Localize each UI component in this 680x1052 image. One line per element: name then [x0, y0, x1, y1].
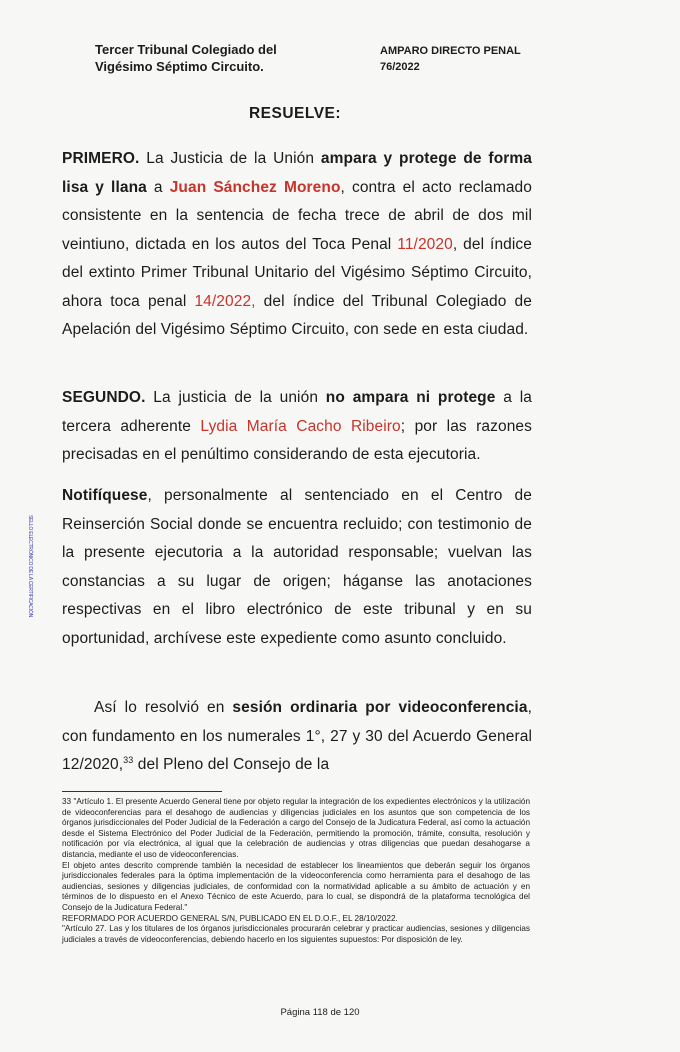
case-line-2: 76/2022: [380, 61, 420, 73]
case-header: [380, 43, 521, 75]
electronic-seal-stamp: [20, 515, 32, 625]
page-number: Página 118 de 120: [280, 1007, 360, 1018]
resuelve-heading: RESUELVE:: [248, 105, 342, 122]
p2-text-3: ; por las razones precisadas en el penúltimo considerando de esta ejecutoria.: [62, 417, 532, 463]
p2-text-2: a la tercera adherente: [62, 389, 532, 435]
p1-text-4: , del índice del extinto Primer Tribunal Unitario del Vigésimo Séptimo Circuito, ahora toca penal: [62, 235, 532, 310]
p1-bold-1: ampara y protege de forma lisa y llana: [62, 150, 532, 196]
p4-text-3: del Pleno del Consejo de la: [133, 756, 330, 773]
p1-text-5: del índice del Tribunal Colegiado de Apelación del Vigésimo Séptimo Circuito, con sede en esta ciudad.: [62, 292, 532, 338]
court-header: [95, 41, 277, 75]
court-line-2: Vigésimo Séptimo Circuito.: [95, 59, 264, 74]
p1-text-1: La Justicia de la Unión: [139, 150, 321, 167]
footnote-divider: [62, 791, 222, 792]
footnote-ref-33: 33: [123, 754, 134, 765]
paragraph-primero: [62, 145, 532, 345]
footnote-33: [62, 797, 530, 945]
third-party-name: Lydia María Cacho Ribeiro: [200, 417, 401, 435]
defendant-name: Juan Sánchez Moreno: [169, 178, 341, 196]
footnote-para-4: "Artículo 27. Las y los titulares de los órganos jurisdiccionales procurarán celebrar y practicar audiencias, sesiones y diligencias judiciales a través de videoconferencias, debiendo hacerlo en los siguientes supuestos: Por disposición de ley.: [62, 924, 530, 944]
paragraph-notifiquese: [62, 482, 532, 653]
footnote-para-3: REFORMADO POR ACUERDO GENERAL S/N, PUBLICADO EN EL D.O.F., EL 28/10/2022.: [62, 913, 398, 923]
p4-text-2: , con fundamento en los numerales 1°, 27 y 30 del Acuerdo General 12/2020,: [62, 699, 532, 773]
paragraph-segundo: [62, 384, 532, 470]
toca-ref-1: 11/2020: [397, 235, 453, 253]
p1-text-3: , contra el acto reclamado consistente en la sentencia de fecha trece de abril de dos mil veintiuno, dictada en los autos del Toca Penal: [62, 178, 532, 253]
case-line-1: AMPARO DIRECTO PENAL: [380, 45, 521, 57]
toca-ref-2: 14/2022,: [194, 292, 256, 310]
court-line-1: Tercer Tribunal Colegiado del: [95, 42, 277, 57]
primero-lead: PRIMERO.: [62, 150, 140, 167]
paragraph-asi-lo-resolvio: [62, 694, 532, 780]
p2-text-1: La justicia de la unión: [145, 389, 326, 406]
stamp-text: SELLO ELECTRÓNICO DE LA CERTIFICACIÓN: [27, 515, 33, 617]
p4-text-1: Así lo resolvió en: [94, 699, 233, 716]
p4-bold-1: sesión ordinaria por videoconferencia: [232, 699, 528, 716]
p3-text-1: , personalmente al sentenciado en el Centro de Reinserción Social donde se encuentra recluido; con testimonio de la presente ejecutoria a la autoridad responsable; vuelvan las constancias a su lugar de origen; háganse las anotaciones respectivas en el libro electrónico de este tribunal y en su oportunidad, archívese este expediente como asunto concluido.: [62, 487, 532, 647]
p2-bold-1: no ampara ni protege: [325, 389, 496, 406]
p1-text-2: a: [146, 178, 170, 196]
segundo-lead: SEGUNDO.: [62, 389, 146, 406]
footnote-para-2: El objeto antes descrito comprende también la necesidad de establecer los lineamientos que deberán seguir los órganos jurisdiccionales federales para la óptima implementación de la videoconferencia como herramienta para el desahogo de las audiencias, sesiones y diligencias judiciales, de conformidad con la normatividad aplicable a su ámbito de actuación y en términos de lo dispuesto en el Anexo Técnico de este Acuerdo, para lo cual, se dispondrá de la plataforma tecnológica del Consejo de la Judicatura Federal.": [62, 860, 530, 912]
notifiquese-lead: Notifíquese: [62, 487, 148, 504]
footnote-para-1: 33 "Artículo 1. El presente Acuerdo General tiene por objeto regular la integración de los expedientes electrónicos y la utilización de videoconferencias para el desahogo de audiencias y diligencias judiciales en los asuntos que son competencia de los órganos jurisdiccionales del Poder Judicial de la Federación a cargo del Consejo de la Judicatura Federal, así como la actuación desde el Sistema Electrónico del Poder Judicial de la Federación, permitiendo la promoción, trámite, consulta, resolución y notificación por vía electrónica, al igual que la celebración de audiencias y otras diligencias que puedan desahogarse a distancia, mediante el uso de videoconferencias.: [62, 797, 530, 859]
